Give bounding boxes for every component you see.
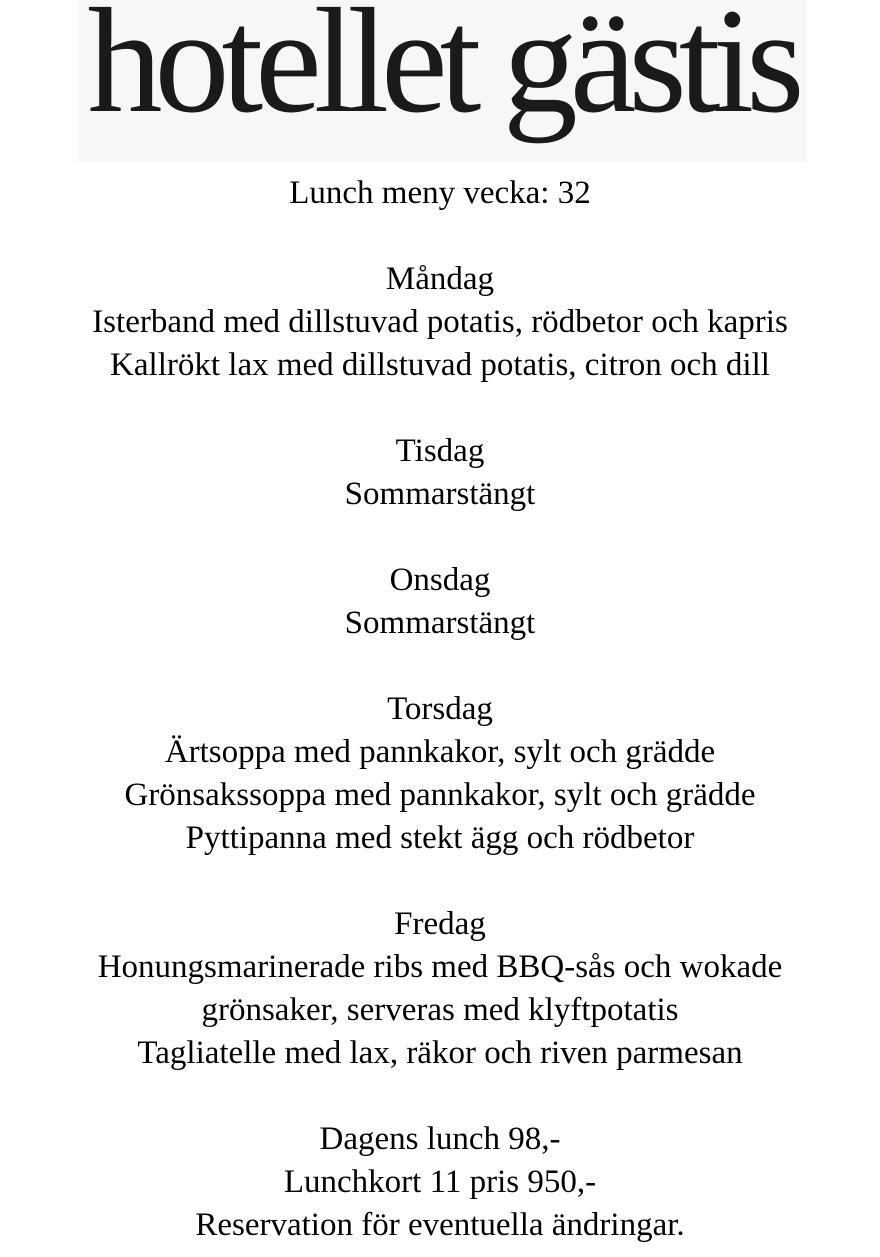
day-block-wednesday [0,559,880,645]
spacer [0,645,880,688]
dish-item: Tagliatelle med lax, räkor och riven parmesan [137,1035,743,1071]
dish-item: grönsaker, serveras med klyftpotatis [201,992,679,1028]
day-heading: Fredag [394,906,486,942]
menu-title: Lunch meny vecka: 32 [289,175,591,211]
day-block-friday [0,903,880,1075]
price-line: Dagens lunch 98,- [319,1121,561,1157]
day-heading: Torsdag [387,691,493,727]
dish-item: Honungsmarinerade ribs med BBQ-sås och wokade [97,949,783,985]
day-heading: Måndag [385,261,495,297]
day-block-thursday [0,688,880,860]
lunch-menu [0,172,880,1247]
day-heading: Tisdag [395,433,485,469]
dish-item: Sommarstängt [344,476,536,512]
dish-item: Kallrökt lax med dillstuvad potatis, citron och dill [110,347,770,383]
day-block-monday [0,258,880,387]
disclaimer-line: Reservation för eventuella ändringar. [195,1207,685,1243]
spacer [0,387,880,430]
hotel-logo: hotellet gästis [87,0,797,144]
dish-item: Isterband med dillstuvad potatis, rödbetor och kapris [92,304,788,340]
lunch-card-line: Lunchkort 11 pris 950,- [283,1164,597,1200]
spacer [0,860,880,903]
dish-item: Sommarstängt [344,605,536,641]
spacer [0,1075,880,1118]
spacer [0,516,880,559]
dish-item: Pyttipanna med stekt ägg och rödbetor [185,820,695,856]
day-heading: Onsdag [389,562,491,598]
dish-item: Grönsakssoppa med pannkakor, sylt och grädde [124,777,756,813]
dish-item: Ärtsoppa med pannkakor, sylt och grädde [164,734,716,770]
day-block-tuesday [0,430,880,516]
menu-footer [0,1118,880,1247]
spacer [0,215,880,258]
logo-banner [78,0,806,162]
